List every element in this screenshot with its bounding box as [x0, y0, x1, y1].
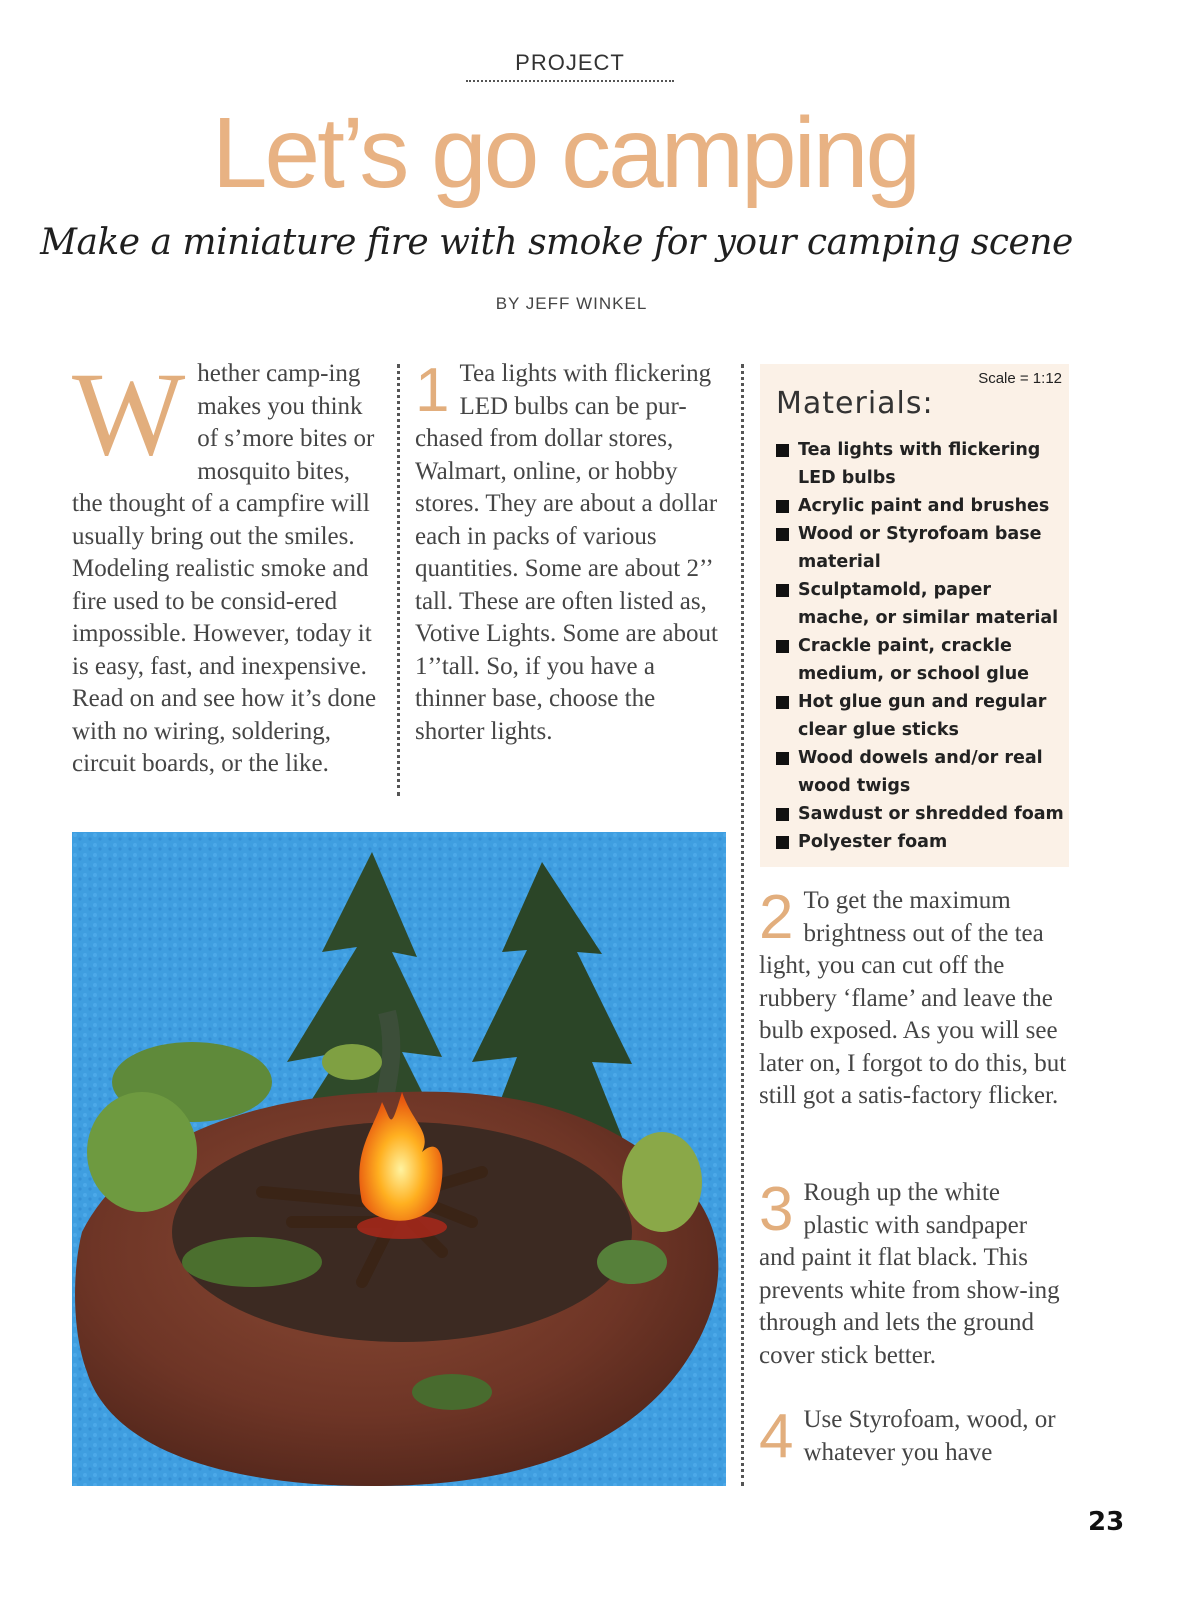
materials-item: Wood or Styrofoam base material — [776, 520, 1066, 576]
step-4 — [759, 1404, 1069, 1469]
article-title: Let’s go camping — [211, 97, 919, 209]
step-2 — [759, 885, 1069, 1113]
materials-item: Sawdust or shredded foam — [776, 800, 1066, 828]
materials-item: Wood dowels and/or real wood twigs — [776, 744, 1066, 800]
step-text: Tea lights with flickering LED bulbs can be pur-chased from dollar stores, Walmart, online, or hobby stores. They are about a dollar each in packs of various quantities. Some are about 2’’ tall. These are often listed as, Votive Lights. Some are about 1’’tall. So, if you have a thinner base, choose the shorter lights. — [415, 360, 718, 745]
byline: BY JEFF WINKEL — [495, 294, 648, 313]
intro-paragraph — [72, 347, 384, 781]
column-divider — [741, 364, 744, 1486]
column-divider — [397, 364, 400, 796]
section-kicker: PROJECT — [466, 50, 674, 82]
step-number: 4 — [759, 1402, 794, 1471]
campfire-diorama-illustration — [72, 832, 726, 1486]
materials-item: Crackle paint, crackle medium, or school glue — [776, 632, 1066, 688]
materials-item: Hot glue gun and regular clear glue sticks — [776, 688, 1066, 744]
materials-sidebar — [760, 364, 1069, 867]
materials-item: Tea lights with flickering LED bulbs — [776, 436, 1066, 492]
materials-item: Sculptamold, paper mache, or similar material — [776, 576, 1066, 632]
step-number: 2 — [759, 883, 794, 952]
step-text: To get the maximum brightness out of the tea light, you can cut off the rubbery ‘flame’ and leave the bulb exposed. As you will see later on, I forgot to do this, but still got a satis-factory flicker. — [759, 887, 1067, 1109]
materials-item: Acrylic paint and brushes — [776, 492, 1066, 520]
step-text: Use Styrofoam, wood, or whatever you have — [803, 1406, 1056, 1466]
materials-title: Materials: — [776, 386, 934, 421]
scale-label: Scale = 1:12 — [978, 370, 1062, 387]
materials-list — [776, 436, 1066, 856]
drop-cap: W — [72, 347, 186, 480]
step-text: Rough up the white plastic with sandpaper and paint it flat black. This prevents white from show-ing through and lets the ground cover stick better. — [759, 1179, 1060, 1369]
step-number: 3 — [759, 1175, 794, 1244]
step-3 — [759, 1177, 1069, 1372]
materials-item: Polyester foam — [776, 828, 1066, 856]
step-1 — [415, 358, 729, 748]
campfire-diorama-photo — [72, 832, 726, 1486]
page-number: 23 — [1088, 1507, 1125, 1537]
article-subtitle: Make a miniature fire with smoke for your camping scene — [40, 222, 1073, 263]
intro-text: hether camp-ing makes you think of s’more bites or mosquito bites, the thought of a campfire will usually bring out the smiles. Modeling realistic smoke and fire used to be consid-ered impossible. However, today it is easy, fast, and inexpensive. Read on and see how it’s done with no wiring, soldering, circuit boards, or the like. — [72, 360, 377, 777]
step-number: 1 — [415, 356, 450, 425]
